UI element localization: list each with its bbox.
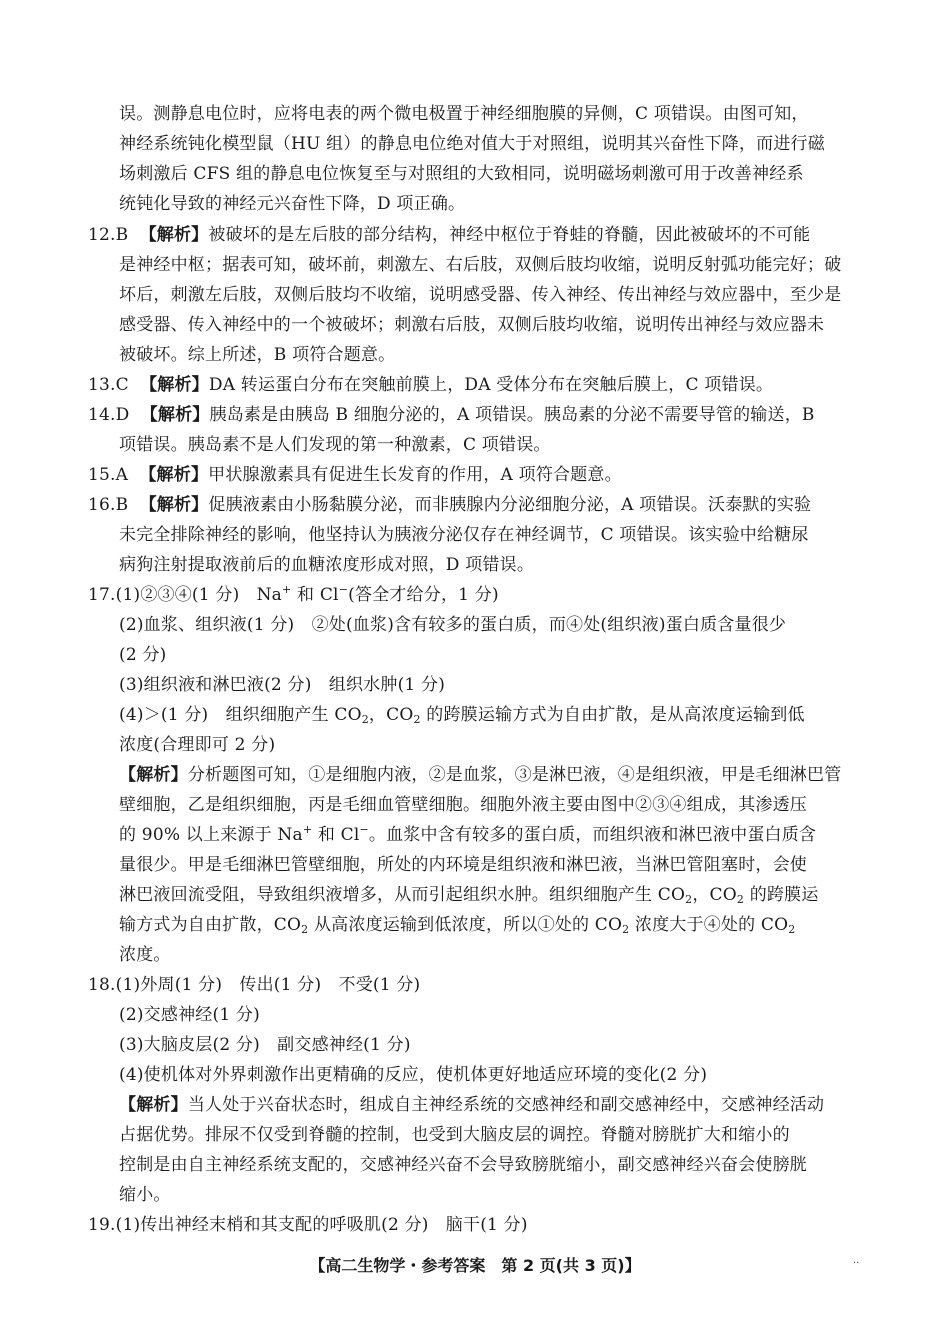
q17-explain-1 (119, 764, 841, 786)
q17-a4-end: 的跨膜运输方式为自由扩散，是从高浓度运输到低 (420, 705, 805, 725)
q18-answer-2: (2)交感神经(1 分) (119, 1005, 260, 1025)
q16-analysis-tag: 【解析】 (139, 495, 209, 515)
q17-explain-5 (119, 884, 819, 906)
q11-line-3: 场刺激后 CFS 组的静息电位恢复至与对照组的大致相同，说明磁场刺激可用于改善神经系 (119, 164, 804, 184)
q16-text-1: 促胰液素由小肠黏膜分泌，而非胰腺内分泌细胞分泌，A 项错误。沃泰默的实验 (208, 495, 812, 515)
q17-e3-mid: 和 Cl (312, 825, 360, 845)
q16-number: 16. (88, 495, 116, 515)
q14-number: 14. (88, 405, 116, 425)
q18-explain-2: 占据优势。排尿不仅受到脊髓的控制，也受到大脑皮层的调控。脊髓对膀胱扩大和缩小的 (119, 1125, 790, 1145)
q17-e6-mid: 从高浓度运输到低浓度，所以①处的 CO (308, 915, 623, 935)
q17-explain-7: 浓度。 (119, 945, 171, 965)
q17-e3-sup-plus: + (302, 823, 313, 836)
q14-text-1: 胰岛素是由胰岛 B 细胞分泌的，A 项错误。胰岛素的分泌不需要导管的输送，B (209, 405, 815, 425)
q17-e6-pre: 输方式为自由扩散，CO (119, 915, 302, 935)
q16-text-2: 未完全排除神经的影响，他坚持认为胰液分泌仅存在神经调节，C 项错误。该实验中给糖尿 (119, 525, 809, 545)
co2-sub: 2 (361, 713, 369, 726)
q17-answer-3: (3)组织液和淋巴液(2 分) 组织水肿(1 分) (119, 675, 446, 695)
q17-answer-4 (119, 704, 805, 726)
q17-e3-end: 。血浆中含有较多的蛋白质，而组织液和淋巴液中蛋白质含 (368, 825, 817, 845)
q18-explain-4: 缩小。 (119, 1185, 171, 1205)
q17-answer-2b: (2 分) (119, 645, 167, 665)
q12-analysis-tag: 【解析】 (139, 225, 209, 245)
q17-answer-4b: 浓度(合理即可 2 分) (119, 735, 276, 755)
q15-analysis-tag: 【解析】 (139, 465, 209, 485)
q17-a1-text: (1)②③④(1 分) Na (115, 585, 283, 605)
co2-sub: 2 (301, 923, 309, 936)
q14-answer: D (115, 405, 130, 425)
q17-e5-end: 的跨膜运 (744, 885, 819, 905)
q11-line-2: 神经系统钝化模型鼠（HU 组）的静息电位绝对值大于对照组，说明其兴奋性下降，而进行磁 (119, 134, 825, 154)
co2-sub: 2 (788, 923, 796, 936)
q15-text-1: 甲状腺激素具有促进生长发育的作用，A 项符合题意。 (208, 465, 622, 485)
q12-text-5: 被破坏。综上所述，B 项符合题意。 (119, 345, 396, 365)
q17-a1-end: (答全才给分，1 分) (348, 585, 499, 605)
q17-answer-2: (2)血浆、组织液(1 分) ②处(血浆)含有较多的蛋白质，而④处(组织液)蛋白质含量很少 (119, 615, 787, 635)
co2-sub: 2 (736, 893, 745, 906)
q19-answer-1 (88, 1214, 528, 1236)
co2-sub: 2 (685, 893, 693, 906)
q18-a1: (1)外周(1 分) 传出(1 分) 不受(1 分) (115, 975, 421, 995)
q15-answer: A (115, 465, 129, 485)
q18-answer-1 (88, 974, 420, 996)
q17-a4-pre: (4)＞(1 分) 组织细胞产生 CO (119, 705, 362, 725)
q17-a1-sup-plus: + (282, 583, 292, 596)
co2-sub: 2 (413, 713, 421, 726)
q12-number: 12. (88, 225, 116, 245)
q17-a1-mid: 和 Cl (291, 585, 339, 605)
q18-analysis-tag: 【解析】 (119, 1095, 188, 1115)
q19-a1: (1)传出神经末梢和其支配的呼吸肌(2 分) 脑干(1 分) (115, 1215, 528, 1235)
q12-text-2: 是神经中枢；据表可知，破坏前，刺激左、右后肢，双侧后肢均收缩，说明反射弧功能完好；破 (119, 255, 842, 275)
q12-text-1: 被破坏的是左后肢的部分结构，神经中枢位于脊蛙的脊髓，因此被破坏的不可能 (208, 225, 811, 245)
q14-analysis-tag: 【解析】 (140, 405, 210, 425)
q18-explain-1 (119, 1094, 824, 1116)
q16-first-line (88, 494, 811, 516)
q17-answer-1 (88, 584, 499, 606)
q17-e3-pre: 的 90% 以上来源于 Na (119, 825, 303, 845)
co2-sub: 2 (622, 923, 630, 936)
q16-answer: B (115, 495, 129, 515)
q17-e3-sup-minus: − (359, 823, 369, 836)
q17-explain-3 (119, 824, 816, 846)
q17-e1: 分析题图可知，①是细胞内液，②是血浆，③是淋巴液，④是组织液，甲是毛细淋巴管 (187, 765, 842, 785)
q12-text-4: 感受器、传入神经中的一个被破坏；刺激右后肢，双侧后肢均收缩，说明传出神经与效应器未 (119, 315, 825, 335)
corner-mark: ·· (853, 1258, 860, 1269)
q15-number: 15. (88, 465, 116, 485)
q17-a4-mid: ，CO (368, 705, 414, 725)
q12-text-3: 坏后，刺激左后肢，双侧后肢均不收缩，说明感受器、传入神经、传出神经与效应器中，至少是 (119, 285, 842, 305)
q14-first-line (88, 404, 815, 426)
q14-text-2: 项错误。胰岛素不是人们发现的第一种激素，C 项错误。 (119, 435, 551, 455)
q18-explain-3: 控制是由自主神经系统支配的，交感神经兴奋不会导致膀胱缩小，副交感神经兴奋会使膀胱 (119, 1155, 807, 1175)
q17-analysis-tag: 【解析】 (119, 765, 188, 785)
q13-answer: C (115, 375, 129, 395)
q15-line (88, 464, 622, 486)
q17-number: 17. (88, 585, 116, 605)
q18-e1: 当人处于兴奋状态时，组成自主神经系统的交感神经和副交感神经中，交感神经活动 (187, 1095, 825, 1115)
q13-line (88, 374, 773, 396)
q11-line-1: 误。测静息电位时，应将电表的两个微电极置于神经细胞膜的异侧，C 项错误。由图可知， (119, 104, 809, 124)
q19-number: 19. (88, 1215, 116, 1235)
q18-answer-4: (4)使机体对外界刺激作出更精确的反应，使机体更好地适应环境的变化(2 分) (119, 1065, 708, 1085)
q13-text-1: DA 转运蛋白分布在突触前膜上，DA 受体分布在突触后膜上，C 项错误。 (208, 375, 774, 395)
q17-e5-pre: 淋巴液回流受阻，导致组织液增多，从而引起组织水肿。组织细胞产生 CO (119, 885, 686, 905)
q17-a1-sup-minus: − (338, 583, 349, 596)
q13-analysis-tag: 【解析】 (140, 375, 209, 395)
q17-explain-6 (119, 914, 795, 936)
q17-e6-mid2: 浓度大于④处的 CO (629, 915, 789, 935)
q18-answer-3: (3)大脑皮层(2 分) 副交感神经(1 分) (119, 1035, 411, 1055)
q17-explain-4: 量很少。甲是毛细淋巴管壁细胞，所处的内环境是组织液和淋巴液，当淋巴管阻塞时，会使 (119, 855, 807, 875)
q18-number: 18. (88, 975, 116, 995)
q12-first-line (88, 224, 810, 246)
q17-e5-mid: ，CO (692, 885, 737, 905)
q11-line-4: 统钝化导致的神经元兴奋性下降，D 项正确。 (119, 194, 466, 214)
q16-text-3: 病狗注射提取液前后的血糖浓度形成对照，D 项错误。 (119, 555, 535, 575)
q12-answer: B (115, 225, 129, 245)
q17-explain-2: 壁细胞，乙是组织细胞，丙是毛细血管壁细胞。细胞外液主要由图中②③④组成，其渗透压 (119, 795, 807, 815)
q13-number: 13. (88, 375, 116, 395)
page-footer: 【高二生物学・参考答案 第 2 页(共 3 页)】 (309, 1256, 641, 1275)
